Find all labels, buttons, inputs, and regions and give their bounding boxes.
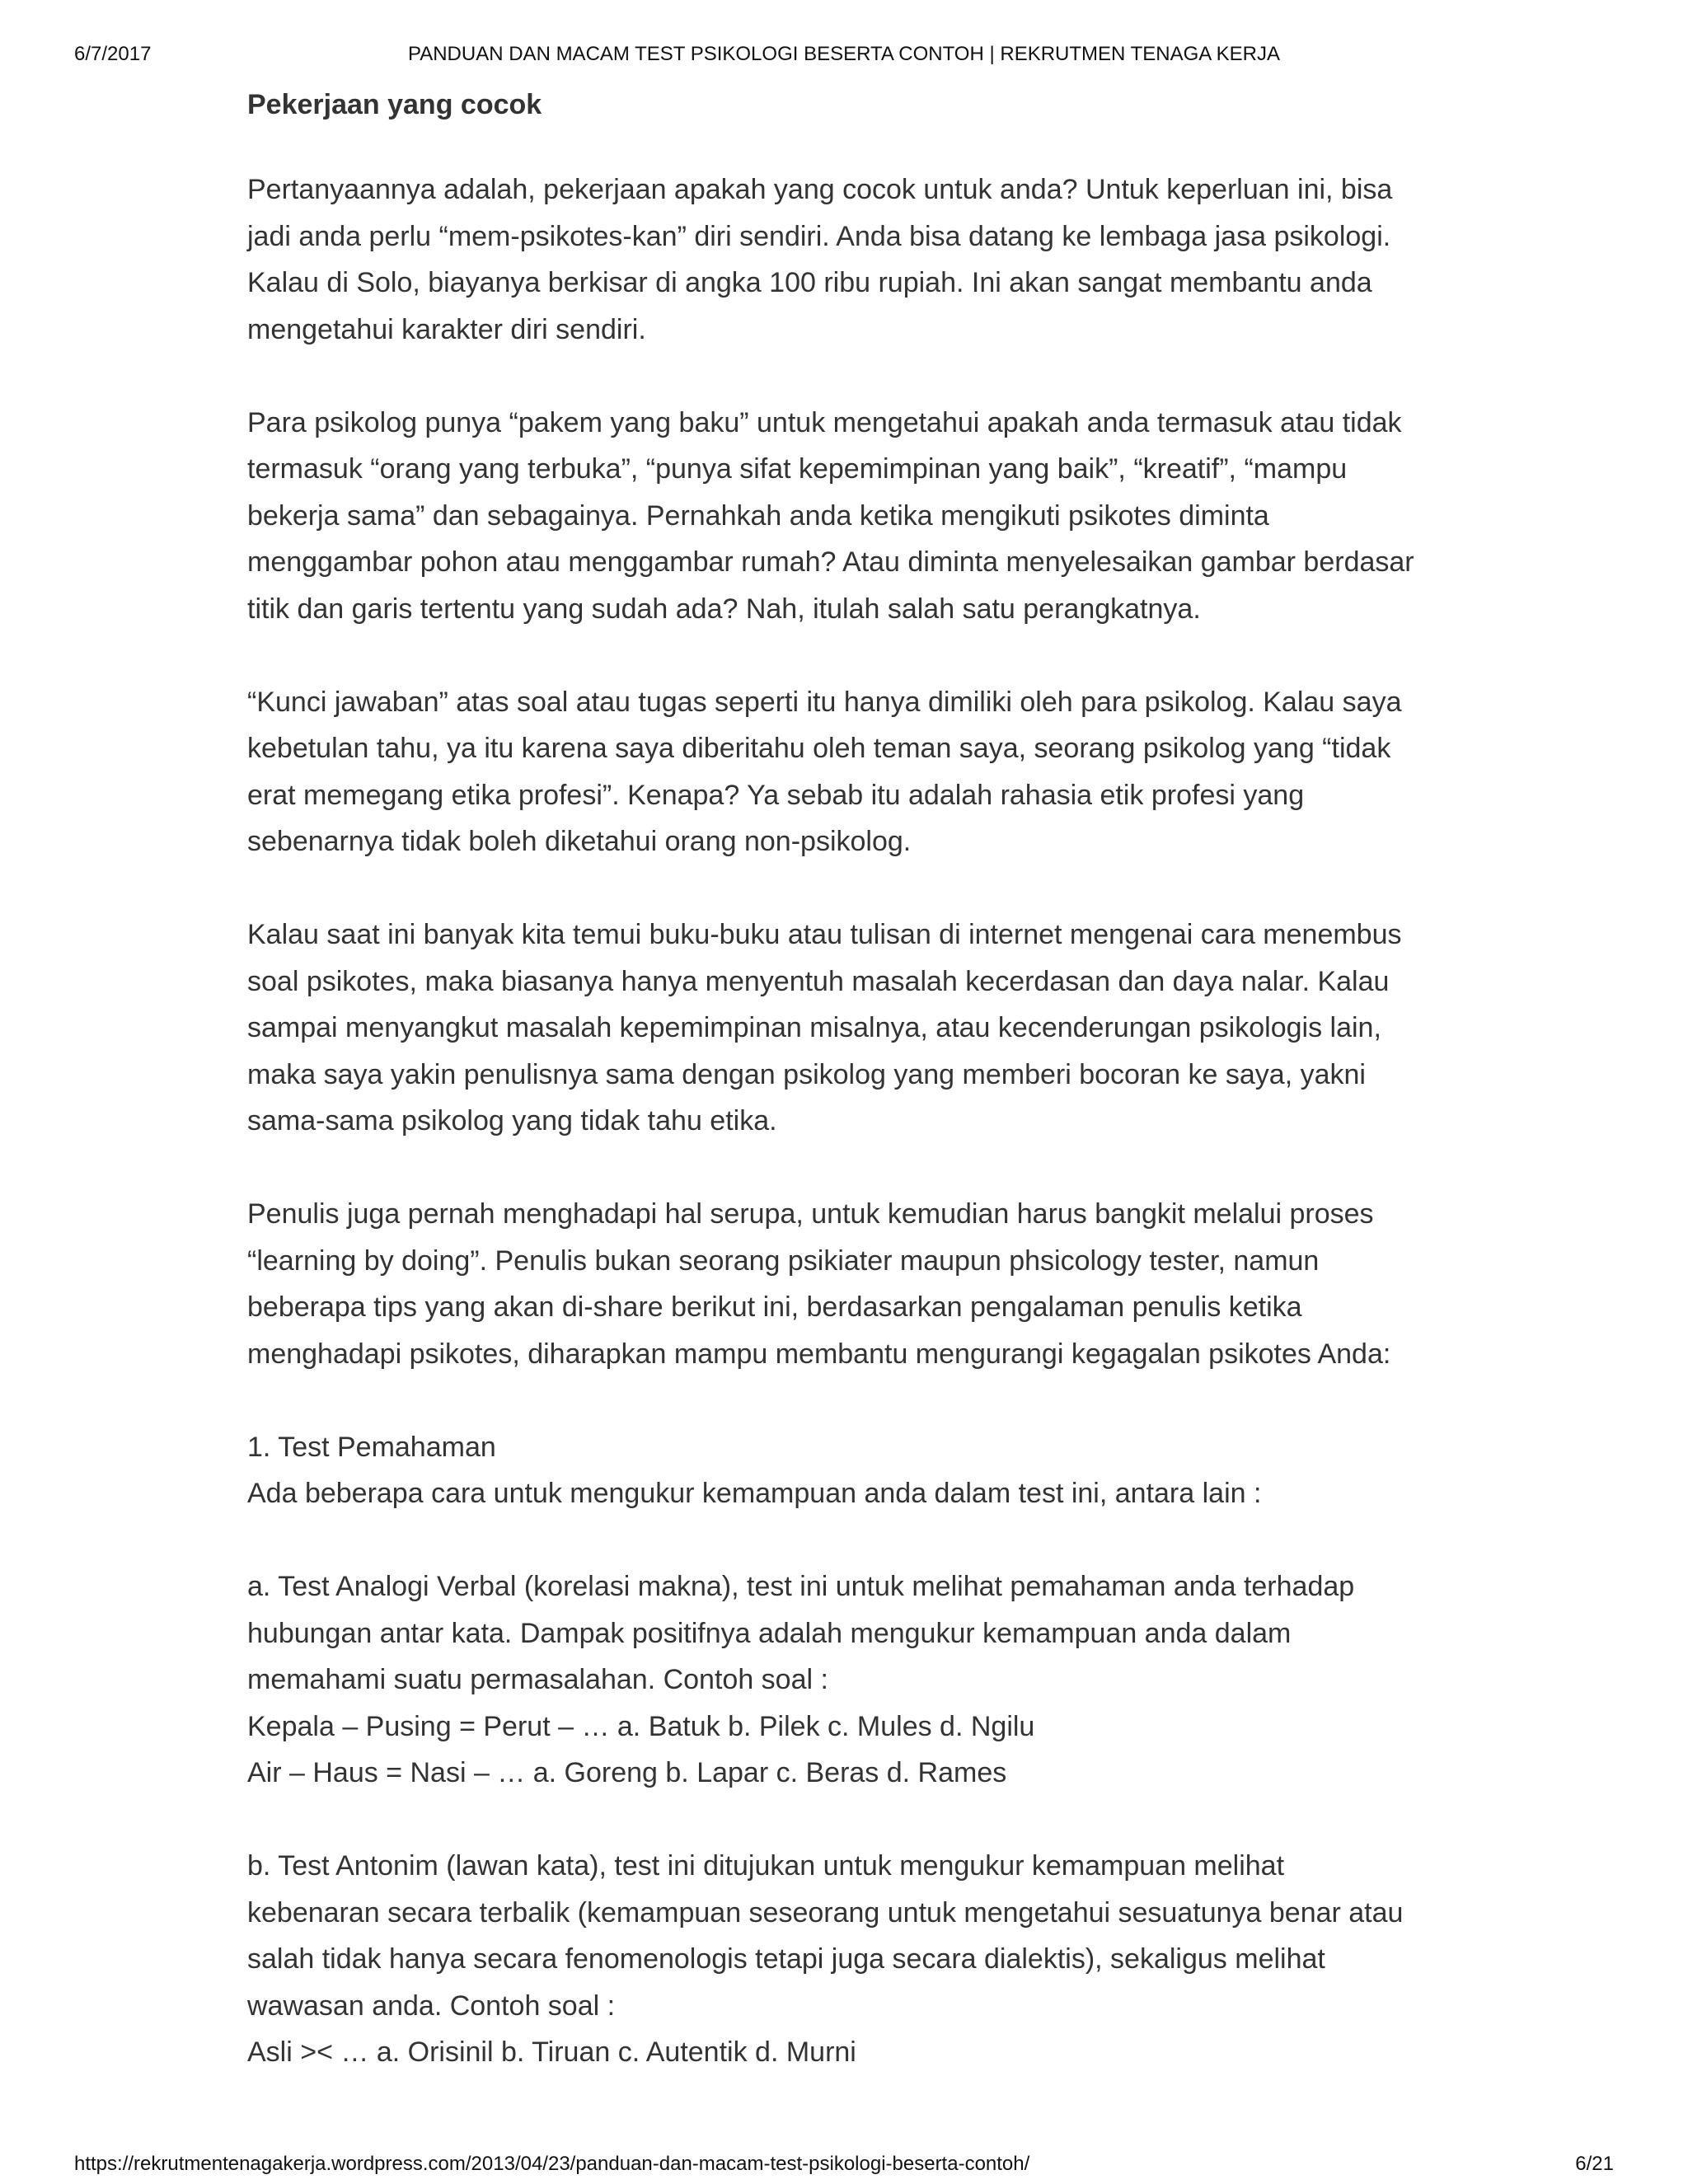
text-line: titik dan garis tertentu yang sudah ada? Nah, itulah salah satu perangkatnya. <box>247 593 1201 625</box>
text-line: soal psikotes, maka biasanya hanya menyentuh masalah kecerdasan dan daya nalar. Kalau <box>247 965 1390 997</box>
paragraph <box>247 679 1467 865</box>
text-line: wawasan anda. Contoh soal : <box>247 1990 616 2022</box>
text-line: hubungan antar kata. Dampak positifnya adalah mengukur kemampuan anda dalam <box>247 1617 1292 1649</box>
text-line: erat memegang etika profesi”. Kenapa? Ya sebab itu adalah rahasia etik profesi yang <box>247 779 1305 811</box>
text-line: sampai menyangkut masalah kepemimpinan misalnya, atau kecenderungan psikologis lain, <box>247 1012 1381 1043</box>
text-line: Pertanyaannya adalah, pekerjaan apakah yang cocok untuk anda? Untuk keperluan ini, bisa <box>247 174 1393 205</box>
example-line: Air – Haus = Nasi – … a. Goreng b. Lapar c. Beras d. Rames <box>247 1757 1007 1788</box>
example-line: Asli >< … a. Orisinil b. Tiruan c. Autentik d. Murni <box>247 2036 856 2068</box>
list-heading: 1. Test Pemahaman <box>247 1431 496 1463</box>
text-line: sama-sama psikolog yang tidak tahu etika. <box>247 1105 777 1137</box>
page-url: https://rekrutmentenagakerja.wordpress.com/2013/04/23/panduan-dan-macam-test-psikologi-beserta-contoh/ <box>74 2153 1030 2175</box>
text-line: salah tidak hanya secara fenomenologis tetapi juga secara dialektis), sekaligus melihat <box>247 1943 1325 1975</box>
paragraph-analogi-verbal <box>247 1563 1467 1797</box>
paragraph <box>247 400 1467 633</box>
section-heading: Pekerjaan yang cocok <box>247 89 542 120</box>
text-line: b. Test Antonim (lawan kata), test ini ditujukan untuk mengukur kemampuan melihat <box>247 1850 1285 1882</box>
text-line: “learning by doing”. Penulis bukan seorang psikiater maupun phsicology tester, namun <box>247 1244 1320 1277</box>
text-line: “Kunci jawaban” atas soal atau tugas seperti itu hanya dimiliki oleh para psikolog. Kalau saya <box>247 686 1402 718</box>
paragraph-antonim <box>247 1843 1467 2076</box>
text-line: Ada beberapa cara untuk mengukur kemampuan anda dalam test ini, antara lain : <box>247 1478 1262 1509</box>
page-title: PANDUAN DAN MACAM TEST PSIKOLOGI BESERTA CONTOH | REKRUTMEN TENAGA KERJA <box>407 43 1280 65</box>
text-line: Para psikolog punya “pakem yang baku” untuk mengetahui apakah anda termasuk atau tidak <box>247 406 1402 438</box>
text-line: mengetahui karakter diri sendiri. <box>247 313 646 345</box>
text-line: jadi anda perlu “mem-psikotes-kan” diri sendiri. Anda bisa datang ke lembaga jasa psikologi. <box>247 220 1391 252</box>
text-line: termasuk “orang yang terbuka”, “punya sifat kepemimpinan yang baik”, “kreatif”, “mampu <box>247 453 1348 485</box>
text-line: maka saya yakin penulisnya sama dengan psikolog yang memberi bocoran ke saya, yakni <box>247 1058 1366 1090</box>
paragraph <box>247 912 1467 1145</box>
text-line: a. Test Analogi Verbal (korelasi makna), test ini untuk melihat pemahaman anda terhadap <box>247 1571 1355 1602</box>
text-line: memahami suatu permasalahan. Contoh soal : <box>247 1664 828 1695</box>
text-line: beberapa tips yang akan di-share berikut ini, berdasarkan pengalaman penulis ketika <box>247 1291 1302 1323</box>
print-header <box>74 43 1614 73</box>
text-line: kebetulan tahu, ya itu karena saya diberitahu oleh teman saya, seorang psikolog yang “tidak <box>247 733 1391 764</box>
text-line: Kalau di Solo, biayanya berkisar di angka 100 ribu rupiah. Ini akan sangat membantu anda <box>247 267 1372 298</box>
text-line: bekerja sama” dan sebagainya. Pernahkah anda ketika mengikuti psikotes diminta <box>247 499 1269 532</box>
text-line: sebenarnya tidak boleh diketahui orang non-psikolog. <box>247 826 912 857</box>
paragraph-test-pemahaman <box>247 1424 1467 1517</box>
text-line: menggambar pohon atau menggambar rumah? Atau diminta menyelesaikan gambar berdasar <box>247 546 1414 578</box>
print-footer <box>74 2153 1614 2181</box>
text-line: kebenaran secara terbalik (kemampuan seseorang untuk mengetahui sesuatunya benar atau <box>247 1896 1404 1929</box>
page-number: 6/21 <box>1575 2153 1614 2175</box>
paragraph <box>247 166 1467 353</box>
print-date: 6/7/2017 <box>74 43 152 65</box>
paragraph <box>247 1191 1467 1377</box>
example-line: Kepala – Pusing = Perut – … a. Batuk b. Pilek c. Mules d. Ngilu <box>247 1710 1035 1742</box>
article-content <box>247 82 1467 2122</box>
text-line: Penulis juga pernah menghadapi hal serupa, untuk kemudian harus bangkit melalui proses <box>247 1198 1374 1230</box>
text-line: Kalau saat ini banyak kita temui buku-buku atau tulisan di internet mengenai cara menembus <box>247 919 1402 950</box>
text-line: menghadapi psikotes, diharapkan mampu membantu mengurangi kegagalan psikotes Anda: <box>247 1338 1391 1370</box>
